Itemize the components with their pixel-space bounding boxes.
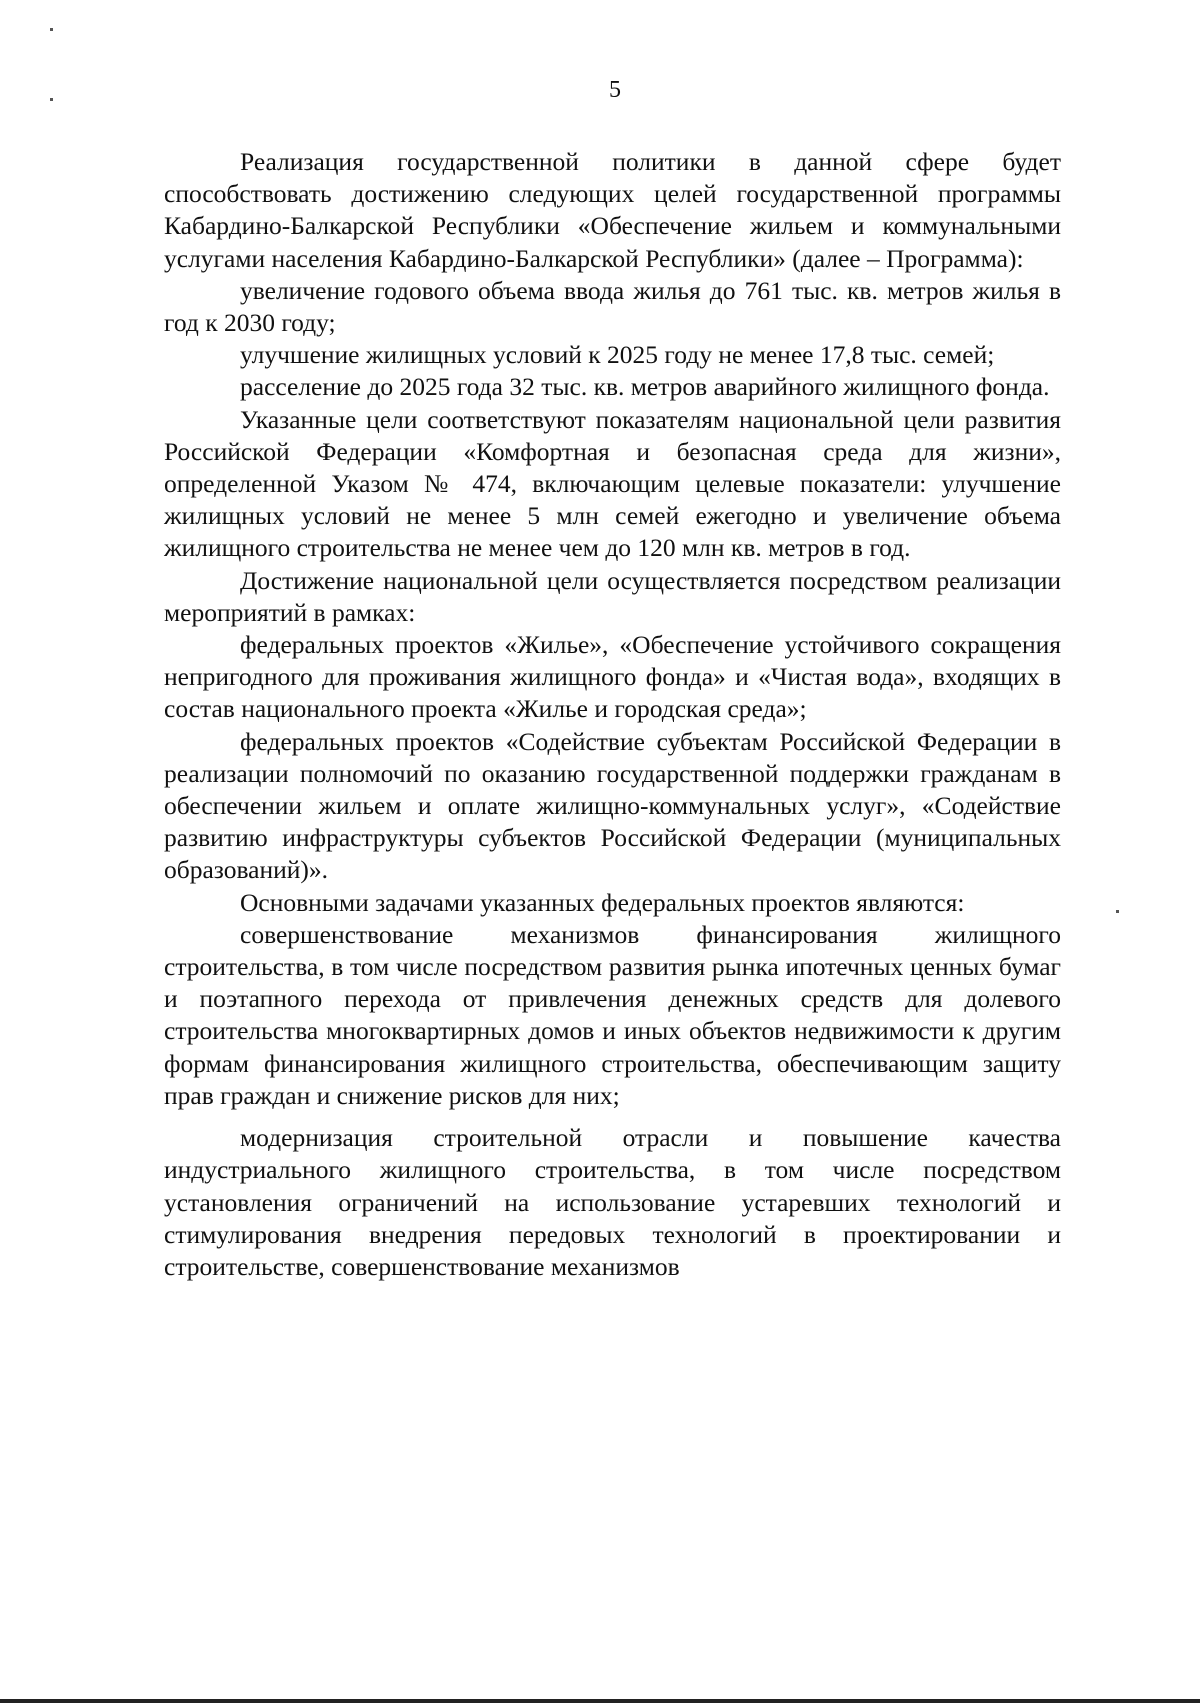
- paragraph: Реализация государственной политики в данной сфере будет способствовать достижению следующих целей государственной программы Кабардино-Балкарской Республики «Обеспечение жильем и коммунальными услугами населения Кабардино-Балкарской Республики» (далее – Программа):: [164, 147, 1061, 273]
- page-number: 5: [609, 77, 621, 103]
- paragraph: федеральных проектов «Содействие субъектам Российской Федерации в реализации полномочий по оказанию государственной поддержки гражданам в обеспечении жильем и оплате жилищно-коммунальных услуг», «Содействие развитию инфраструктуры субъектов Российской Федерации (муниципальных образований)».: [164, 726, 1061, 885]
- scan-speck: [1116, 910, 1119, 913]
- paragraph: совершенствование механизмов финансирования жилищного строительства, в том числе посредством развития рынка ипотечных ценных бумаг и поэтапного перехода от привлечения денежных средств для долевого строительства многоквартирных домов и иных объектов недвижимости к другим формам финансирования жилищного строительства, обеспечивающим защиту прав граждан и снижение рисков для них;: [164, 919, 1061, 1110]
- paragraph: Основными задачами указанных федеральных проектов являются:: [240, 887, 965, 917]
- document-body: [164, 146, 1061, 1283]
- scan-speck: [50, 28, 53, 31]
- paragraph: федеральных проектов «Жилье», «Обеспечение устойчивого сокращения непригодного для проживания жилищного фонда» и «Чистая вода», входящих в состав национального проекта «Жилье и городская среда»;: [164, 630, 1061, 724]
- paragraph: увеличение годового объема ввода жилья до 761 тыс. кв. метров жилья в год к 2030 году;: [164, 275, 1061, 338]
- paragraph: расселение до 2025 года 32 тыс. кв. метров аварийного жилищного фонда.: [240, 372, 1050, 402]
- paragraph: Достижение национальной цели осуществляется посредством реализации мероприятий в рамках:: [164, 565, 1061, 627]
- paragraph: улучшение жилищных условий к 2025 году не менее 17,8 тыс. семей;: [240, 340, 995, 370]
- paragraph: Указанные цели соответствуют показателям национальной цели развития Российской Федерации «Комфортная и безопасная среда для жизни», определенной Указом № 474, включающим целевые показатели: улучшение жилищных условий не менее 5 млн семей ежегодно и увеличение объема жилищного строительства не менее чем до 120 млн кв. метров в год.: [164, 404, 1061, 563]
- scan-bottom-edge: [0, 1699, 1200, 1703]
- paragraph: модернизация строительной отрасли и повышение качества индустриального жилищного строительства, в том числе посредством установления ограничений на использование устаревших технологий и стимулирования внедрения передовых технологий в проектировании и строительстве, совершенствование механизмов: [164, 1123, 1061, 1281]
